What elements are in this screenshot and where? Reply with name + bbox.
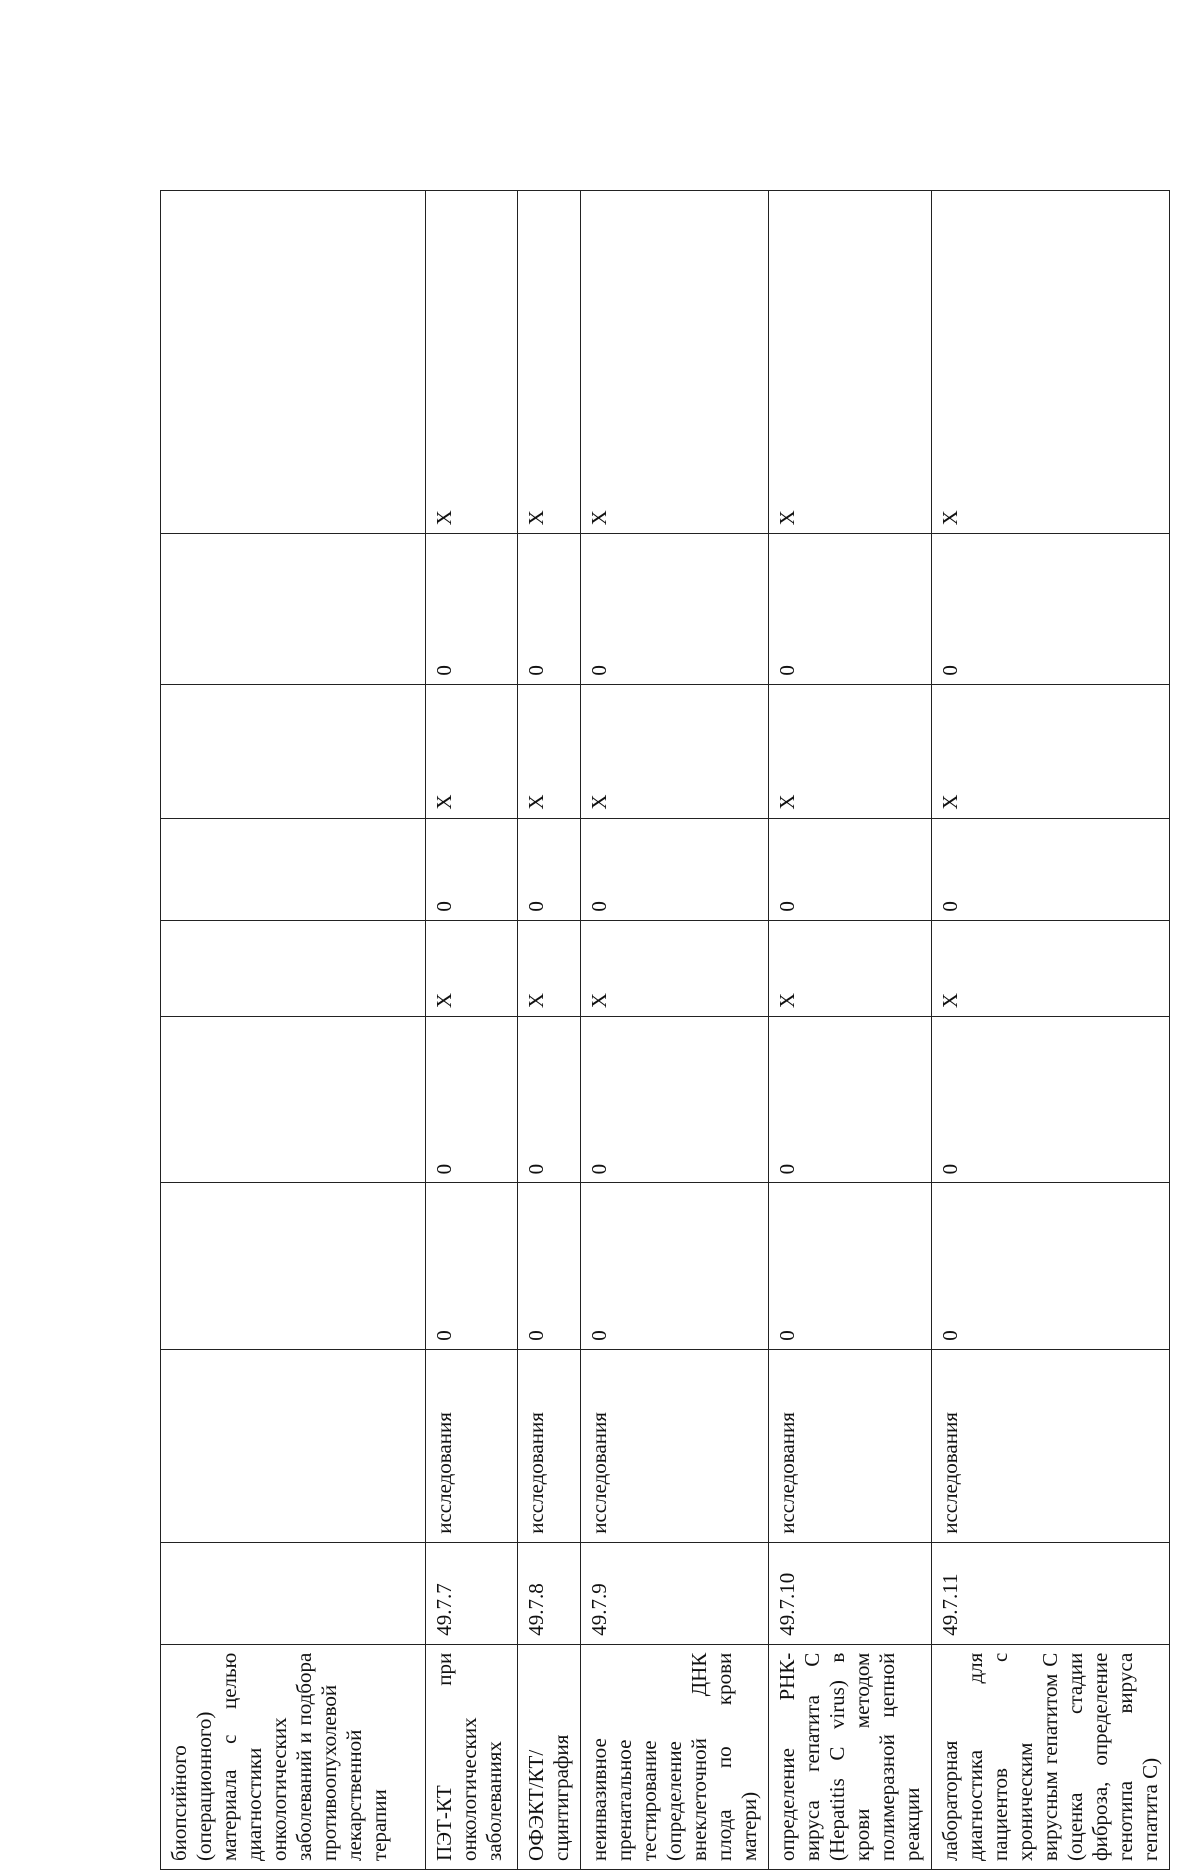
service-description-cell: определение РНК-вируса гепатита С (Hepatitis C virus) в крови методом полимеразной цепной реакции (769, 1644, 932, 1869)
service-code-cell: 49.7.10 (769, 1542, 932, 1644)
value-cell-3: X (426, 920, 518, 1017)
unit-cell: исследования (932, 1349, 1170, 1542)
service-description-cell: ПЭТ-КТ при онкологических заболеваниях (426, 1644, 518, 1869)
value-cell-3: X (581, 920, 769, 1017)
value-cell-1 (161, 1183, 426, 1349)
value-cell-7 (161, 191, 426, 534)
value-cell-6: 0 (932, 534, 1170, 684)
value-cell-4: 0 (932, 818, 1170, 920)
value-cell-2: 0 (426, 1017, 518, 1183)
value-cell-7: X (581, 191, 769, 534)
value-cell-4 (161, 818, 426, 920)
value-cell-5: X (426, 684, 518, 818)
value-cell-6 (161, 534, 426, 684)
value-cell-5: X (581, 684, 769, 818)
value-cell-6: 0 (518, 534, 581, 684)
value-cell-3: X (932, 920, 1170, 1017)
table-row (426, 191, 518, 1870)
value-cell-5: X (769, 684, 932, 818)
unit-cell: исследования (581, 1349, 769, 1542)
value-cell-6: 0 (581, 534, 769, 684)
value-cell-1: 0 (769, 1183, 932, 1349)
value-cell-5: X (518, 684, 581, 818)
value-cell-5 (161, 684, 426, 818)
medical-services-table (160, 190, 1170, 1870)
unit-cell: исследования (426, 1349, 518, 1542)
value-cell-4: 0 (426, 818, 518, 920)
value-cell-4: 0 (518, 818, 581, 920)
service-code-cell: 49.7.8 (518, 1542, 581, 1644)
value-cell-3 (161, 920, 426, 1017)
table-row (161, 191, 426, 1870)
unit-cell: исследования (769, 1349, 932, 1542)
table-row (932, 191, 1170, 1870)
value-cell-2: 0 (932, 1017, 1170, 1183)
value-cell-6: 0 (769, 534, 932, 684)
service-description-cell: биопсийного (операционного) материала с целью диагностики онкологических заболеваний и подбора противоопухолевой лекарственной терапии (161, 1644, 426, 1869)
value-cell-1: 0 (932, 1183, 1170, 1349)
value-cell-6: 0 (426, 534, 518, 684)
table-body (161, 191, 1170, 1870)
value-cell-7: X (426, 191, 518, 534)
unit-cell (161, 1349, 426, 1542)
table-row (769, 191, 932, 1870)
value-cell-2: 0 (518, 1017, 581, 1183)
service-code-cell: 49.7.11 (932, 1542, 1170, 1644)
value-cell-7: X (932, 191, 1170, 534)
value-cell-2: 0 (581, 1017, 769, 1183)
unit-cell: исследования (518, 1349, 581, 1542)
service-code-cell: 49.7.9 (581, 1542, 769, 1644)
value-cell-1: 0 (518, 1183, 581, 1349)
value-cell-4: 0 (769, 818, 932, 920)
service-description-cell: ОФЭКТ/КТ/сцинтиграфия (518, 1644, 581, 1869)
value-cell-7: X (769, 191, 932, 534)
value-cell-2: 0 (769, 1017, 932, 1183)
service-code-cell: 49.7.7 (426, 1542, 518, 1644)
value-cell-5: X (932, 684, 1170, 818)
value-cell-3: X (518, 920, 581, 1017)
value-cell-1: 0 (426, 1183, 518, 1349)
value-cell-3: X (769, 920, 932, 1017)
table-row (518, 191, 581, 1870)
service-description-cell: лабораторная диагностика для пациентов с хроническим вирусным гепатитом С (оценка стадии фиброза, определение генотипа вируса гепатита С) (932, 1644, 1170, 1869)
table-row (581, 191, 769, 1870)
service-description-cell: неинвазивное пренатальное тестирование (определение внеклеточной ДНК плода по крови матери) (581, 1644, 769, 1869)
rotated-page-content (160, 190, 1162, 1870)
value-cell-1: 0 (581, 1183, 769, 1349)
value-cell-7: X (518, 191, 581, 534)
value-cell-2 (161, 1017, 426, 1183)
value-cell-4: 0 (581, 818, 769, 920)
service-code-cell (161, 1542, 426, 1644)
